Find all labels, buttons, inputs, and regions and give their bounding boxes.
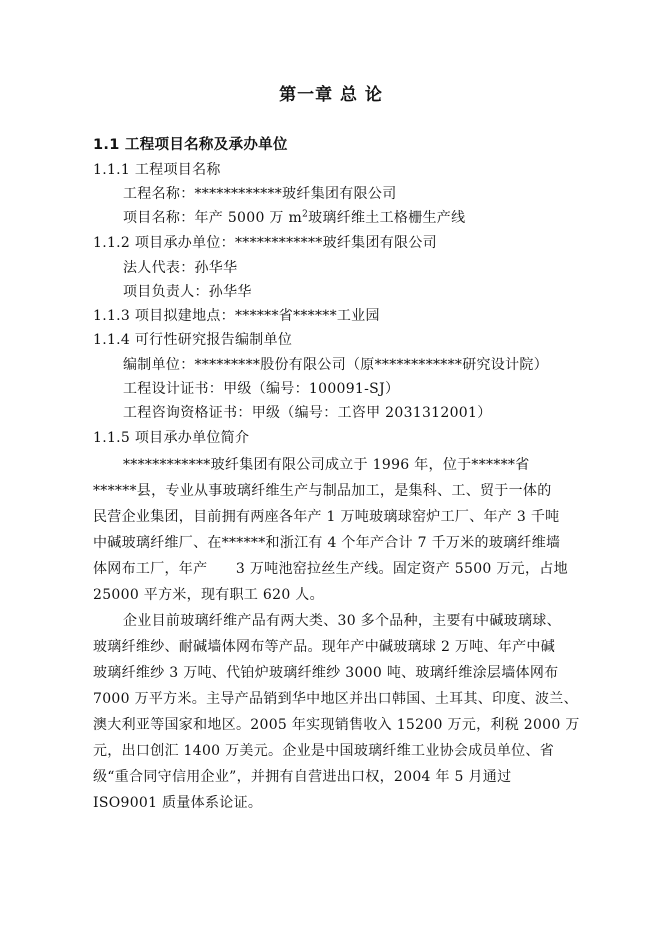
paragraph-2-line: 元，出口创汇 1400 万美元。企业是中国玻璃纤维工业协会成员单位、省 [93,743,555,759]
project-title-superscript: 2 [302,209,309,220]
paragraph-2-line: 7000 万平方米。主导产品销到华中地区并出口韩国、土耳其、印度、波兰、 [93,691,578,707]
project-title-prefix: 项目名称：年产 5000 万 m [123,210,303,226]
paragraph-1-line: 体网布工厂，年产 3 万吨池窑拉丝生产线。固定资产 5500 万元，占地 [93,561,568,577]
design-certificate: 工程设计证书：甲级（编号：100091-SJ） [123,381,400,397]
legal-representative: 法人代表：孙华华 [123,260,238,276]
project-title-line [123,208,465,228]
paragraph-1-line: 中碱玻璃纤维厂、在******和浙江有 4 个年产合计 7 千万米的玻璃纤维墙 [93,535,561,551]
project-title-suffix: 玻璃纤维土工格栅生产线 [308,210,466,226]
paragraph-2-line: 企业目前玻璃纤维产品有两大类、30 多个品种，主要有中碱玻璃球、 [123,613,561,629]
chapter-title: 第一章 总 论 [279,85,383,105]
paragraph-1-line: ************玻纤集团有限公司成立于 1996 年，位于******省 [123,457,530,473]
subsection-heading-1-1-2: 1.1.2 项目承办单位：************玻纤集团有限公司 [93,235,437,251]
subsection-heading-1-1-5: 1.1.5 项目承办单位简介 [93,430,250,446]
paragraph-2-line: 玻璃纤维纱、耐碱墙体网布等产品。现年产中碱玻璃球 2 万吨、年产中碱 [93,639,556,655]
compiler-unit: 编制单位：*********股份有限公司（原************研究设计院） [123,357,548,373]
project-lead: 项目负责人：孙华华 [123,284,252,300]
paragraph-1-line: 25000 平方米，现有职工 620 人。 [93,587,324,603]
project-name-line: 工程名称：************玻纤集团有限公司 [123,186,397,202]
paragraph-2-line: ISO9001 质量体系论证。 [93,795,263,811]
paragraph-1-line: ******县，专业从事玻璃纤维生产与制品加工，是集科、工、贸于一体的 [93,483,552,499]
consulting-certificate: 工程咨询资格证书：甲级（编号：工咨甲 2031312001） [123,405,492,421]
paragraph-2-line: 玻璃纤维纱 3 万吨、代铂炉玻璃纤维纱 3000 吨、玻璃纤维涂层墙体网布 [93,665,559,681]
paragraph-2-line: 澳大利亚等国家和地区。2005 年实现销售收入 15200 万元，利税 2000 万 [93,717,580,733]
paragraph-2-line: 级“重合同守信用企业”，并拥有自营进出口权，2004 年 5 月通过 [93,769,512,785]
paragraph-1-line: 民营企业集团，目前拥有两座各年产 1 万吨玻璃球窑炉工厂、年产 3 千吨 [93,509,560,525]
subsection-heading-1-1-4: 1.1.4 可行性研究报告编制单位 [93,332,293,348]
subsection-heading-1-1-1: 1.1.1 工程项目名称 [93,162,221,178]
subsection-heading-1-1-3: 1.1.3 项目拟建地点：******省******工业园 [93,308,380,324]
section-heading-1-1: 1.1 工程项目名称及承办单位 [93,137,288,153]
